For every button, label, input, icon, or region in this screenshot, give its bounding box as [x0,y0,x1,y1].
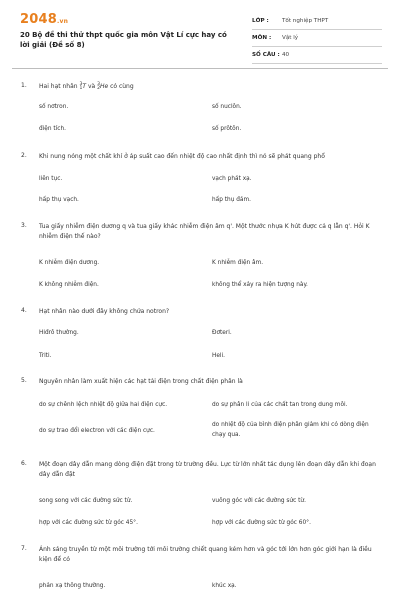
option-c[interactable]: điện tích. [39,126,66,132]
option-c[interactable]: do sự trao đổi electron với các điện cực. [39,428,155,434]
option-c[interactable]: Triti. [39,353,52,359]
nuclide-1-symbol: T [82,83,87,90]
meta-table [252,13,382,64]
question-number: 2. [21,152,27,159]
option-a[interactable]: liên tục. [39,176,63,182]
document-title: 20 Bộ đề thi thử thpt quốc gia môn Vật Lí cực hay có lời giải (Đề số 8) [20,31,227,49]
mass-number: 3 [79,81,83,87]
question-number: 5. [21,377,27,384]
logo-text: 2048 [20,12,57,27]
option-d[interactable]: Heli. [212,353,225,359]
logo-suffix: .vn [56,18,69,25]
option-b[interactable]: vạch phát xạ. [212,176,252,182]
option-b[interactable]: khúc xạ. [212,583,237,589]
question-text: Nguyên nhân làm xuất hiện các hạt tải điện trong chất điện phân là [39,378,243,385]
option-a[interactable]: K nhiễm điện dương. [39,260,100,266]
option-d[interactable]: số prôtôn. [212,126,242,132]
option-c[interactable]: K không nhiễm điện. [39,282,99,288]
option-a[interactable]: do sự chênh lệch nhiệt độ giữa hai điện cực. [39,402,168,408]
atomic-number: 1 [79,85,83,91]
question-text [39,82,379,92]
question-text-part: Hai hạt nhân [39,83,80,90]
meta-key: LỚP : [252,18,269,24]
option-d[interactable]: không thể xảy ra hiện tượng này. [212,282,308,288]
meta-row-subject [252,30,382,47]
question-text: Một đoạn dây dẫn mang dòng điện đặt trong từ trường đều. Lực từ lớn nhất tác dụng lên đoạn dây dẫn khi đoạn dây dẫn đặt [39,461,376,478]
option-a[interactable]: song song với các đường sức từ. [39,498,133,504]
question-text-part: và [86,83,98,90]
option-c[interactable]: hợp với các đường sức từ góc 45°. [39,520,138,526]
meta-key: MÔN : [252,35,272,41]
question-text: Hạt nhân nào dưới đây không chứa notron? [39,308,170,315]
question-number: 6. [21,460,27,467]
meta-key: SỐ CÂU : [252,52,280,58]
option-a[interactable]: Hiđrô thường. [39,330,79,336]
option-b[interactable]: vuông góc với các đường sức từ. [212,498,306,504]
nuclide-2-symbol: He [99,83,109,90]
option-a[interactable]: số nơtron. [39,104,69,110]
meta-value: Vật lý [282,35,299,41]
meta-row-grade [252,13,382,30]
question-text-part: có cùng [108,83,134,90]
question-number: 4. [21,307,27,314]
site-logo[interactable] [20,12,68,27]
option-d[interactable]: hợp với các đường sức từ góc 60°. [212,520,311,526]
meta-value: 40 [282,52,290,58]
header-divider [12,68,388,69]
option-c[interactable]: hấp thụ vạch. [39,197,79,203]
question-text: Khi nung nóng một chất khí ở áp suất cao đến nhiệt độ cao nhất định thì nó sẽ phát quang phổ [39,153,325,160]
option-b[interactable]: số nuclôn. [212,104,242,110]
option-b[interactable]: do sự phân li của các chất tan trong dung môi. [212,402,348,408]
question-text: Tua giấy nhiễm điện dương q và tua giấy khác nhiễm điện âm q'. Một thước nhựa K hút được cả q lẫn q'. Hỏi K nhiễm điện thế nào? [39,223,370,240]
question-number: 1. [21,82,27,89]
mass-number: 3 [97,81,100,87]
question-number: 7. [21,545,27,552]
meta-row-count [252,47,382,64]
option-d[interactable]: do nhiệt độ của bình điện phân giảm khi có dòng điện chạy qua. [212,422,369,438]
question-number: 3. [21,222,27,229]
option-a[interactable]: phản xạ thông thường. [39,583,106,589]
option-d[interactable]: hấp thụ đám. [212,197,251,203]
meta-value: Tốt nghiệp THPT [282,18,329,24]
page-header [0,0,400,64]
option-b[interactable]: K nhiễm điện âm. [212,260,264,266]
atomic-number: 2 [97,85,100,91]
option-b[interactable]: Đơteri. [212,330,232,336]
question-text: Ánh sáng truyền từ một môi trường tới môi trường chiết quang kém hơn và góc tới lớn hơn góc giới hạn là điều kiện để có [39,546,372,563]
